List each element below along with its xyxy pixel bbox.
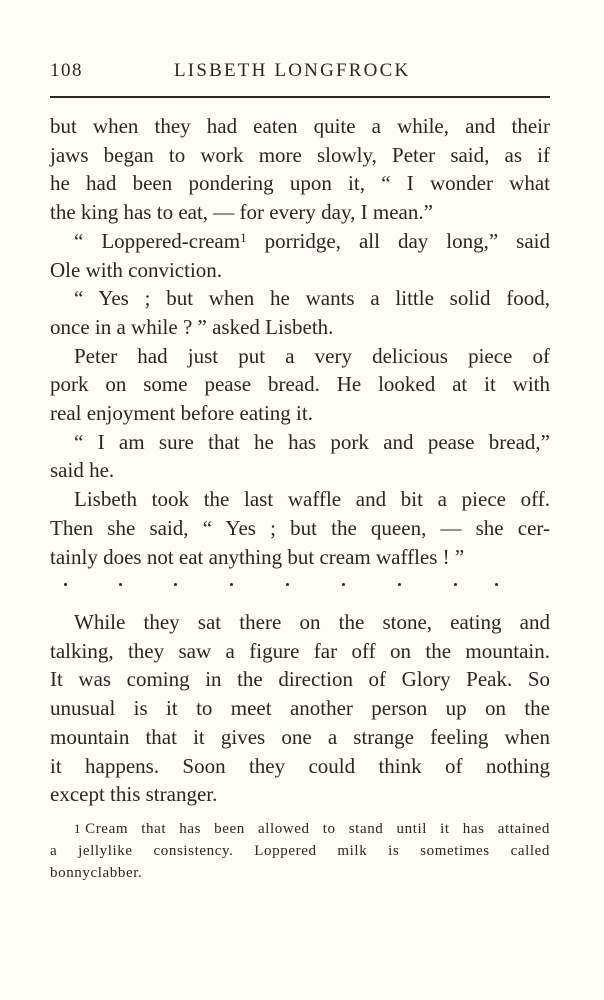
- text-fragment: porridge, all day long,” said: [246, 228, 551, 253]
- text-line: Lisbeth took the last waffle and bit a piece off.: [74, 487, 550, 512]
- text-line: [50, 227, 550, 256]
- book-title: LISBETH LONGFROCK: [174, 60, 411, 81]
- text-line: pork on some pease bread. He looked at it with: [50, 372, 550, 397]
- paragraph-5: [50, 428, 550, 485]
- section-two-text: [50, 608, 550, 809]
- dot: [454, 583, 457, 586]
- text-line: the king has to eat, — for every day, I mean.”: [50, 200, 433, 225]
- header-rule: [50, 96, 550, 98]
- text-line: jaws began to work more slowly, Peter said, as if: [50, 142, 550, 167]
- text-line: real enjoyment before eating it.: [50, 401, 313, 426]
- text-line: unusual is it to meet another person up on the: [50, 696, 550, 721]
- text-line: Then she said, “ Yes ; but the queen, — she cer-: [50, 515, 550, 540]
- text-line: it happens. Soon they could think of nothing: [50, 753, 550, 778]
- dot: [342, 583, 345, 586]
- footnote: [50, 818, 550, 884]
- dot: [119, 583, 122, 586]
- text-line: talking, they saw a figure far off on the mountain.: [50, 638, 550, 663]
- dot: [64, 583, 67, 586]
- text-line: he had been pondering upon it, “ I wonder what: [50, 171, 550, 196]
- body-text: [50, 112, 550, 571]
- text-line: said he.: [50, 458, 115, 483]
- text-line: Peter had just put a very delicious piece of: [74, 343, 550, 368]
- text-line: mountain that it gives one a strange feeling when: [50, 724, 550, 749]
- footnote-marker: 1: [74, 821, 82, 836]
- paragraph-7: [50, 608, 550, 809]
- text-line: Ole with conviction.: [50, 257, 223, 282]
- paragraph-2: [50, 227, 550, 284]
- dot: [495, 583, 498, 586]
- page-number: 108: [50, 60, 83, 81]
- dot: [286, 583, 289, 586]
- text-line: except this stranger.: [50, 782, 218, 807]
- text-line: “ I am sure that he has pork and pease bread,”: [74, 429, 550, 454]
- paragraph-4: [50, 342, 550, 428]
- dot: [174, 583, 177, 586]
- footnote-line: a jellylike consistency. Loppered milk is sometimes called: [50, 843, 550, 859]
- section-break-dots: [50, 575, 550, 595]
- text-line: While they sat there on the stone, eating and: [74, 610, 550, 634]
- dot: [230, 583, 233, 586]
- text-line: tainly does not eat anything but cream waffles ! ”: [50, 544, 465, 569]
- dot: [398, 583, 401, 586]
- footnote-reference: 1: [240, 229, 247, 245]
- footnote-line: bonnyclabber.: [50, 865, 143, 881]
- paragraph-1: [50, 112, 550, 227]
- footnote-line: [50, 818, 550, 840]
- text-line: but when they had eaten quite a while, and their: [50, 114, 550, 138]
- text-line: once in a while ? ” asked Lisbeth.: [50, 314, 334, 339]
- footnote-text: Cream that has been allowed to stand until it has attained: [85, 821, 550, 837]
- text-line: “ Yes ; but when he wants a little solid food,: [74, 286, 550, 311]
- text-fragment: “ Loppered-cream: [74, 228, 241, 253]
- paragraph-3: [50, 284, 550, 341]
- paragraph-6: [50, 485, 550, 571]
- running-head: [50, 60, 550, 86]
- text-line: It was coming in the direction of Glory Peak. So: [50, 667, 550, 692]
